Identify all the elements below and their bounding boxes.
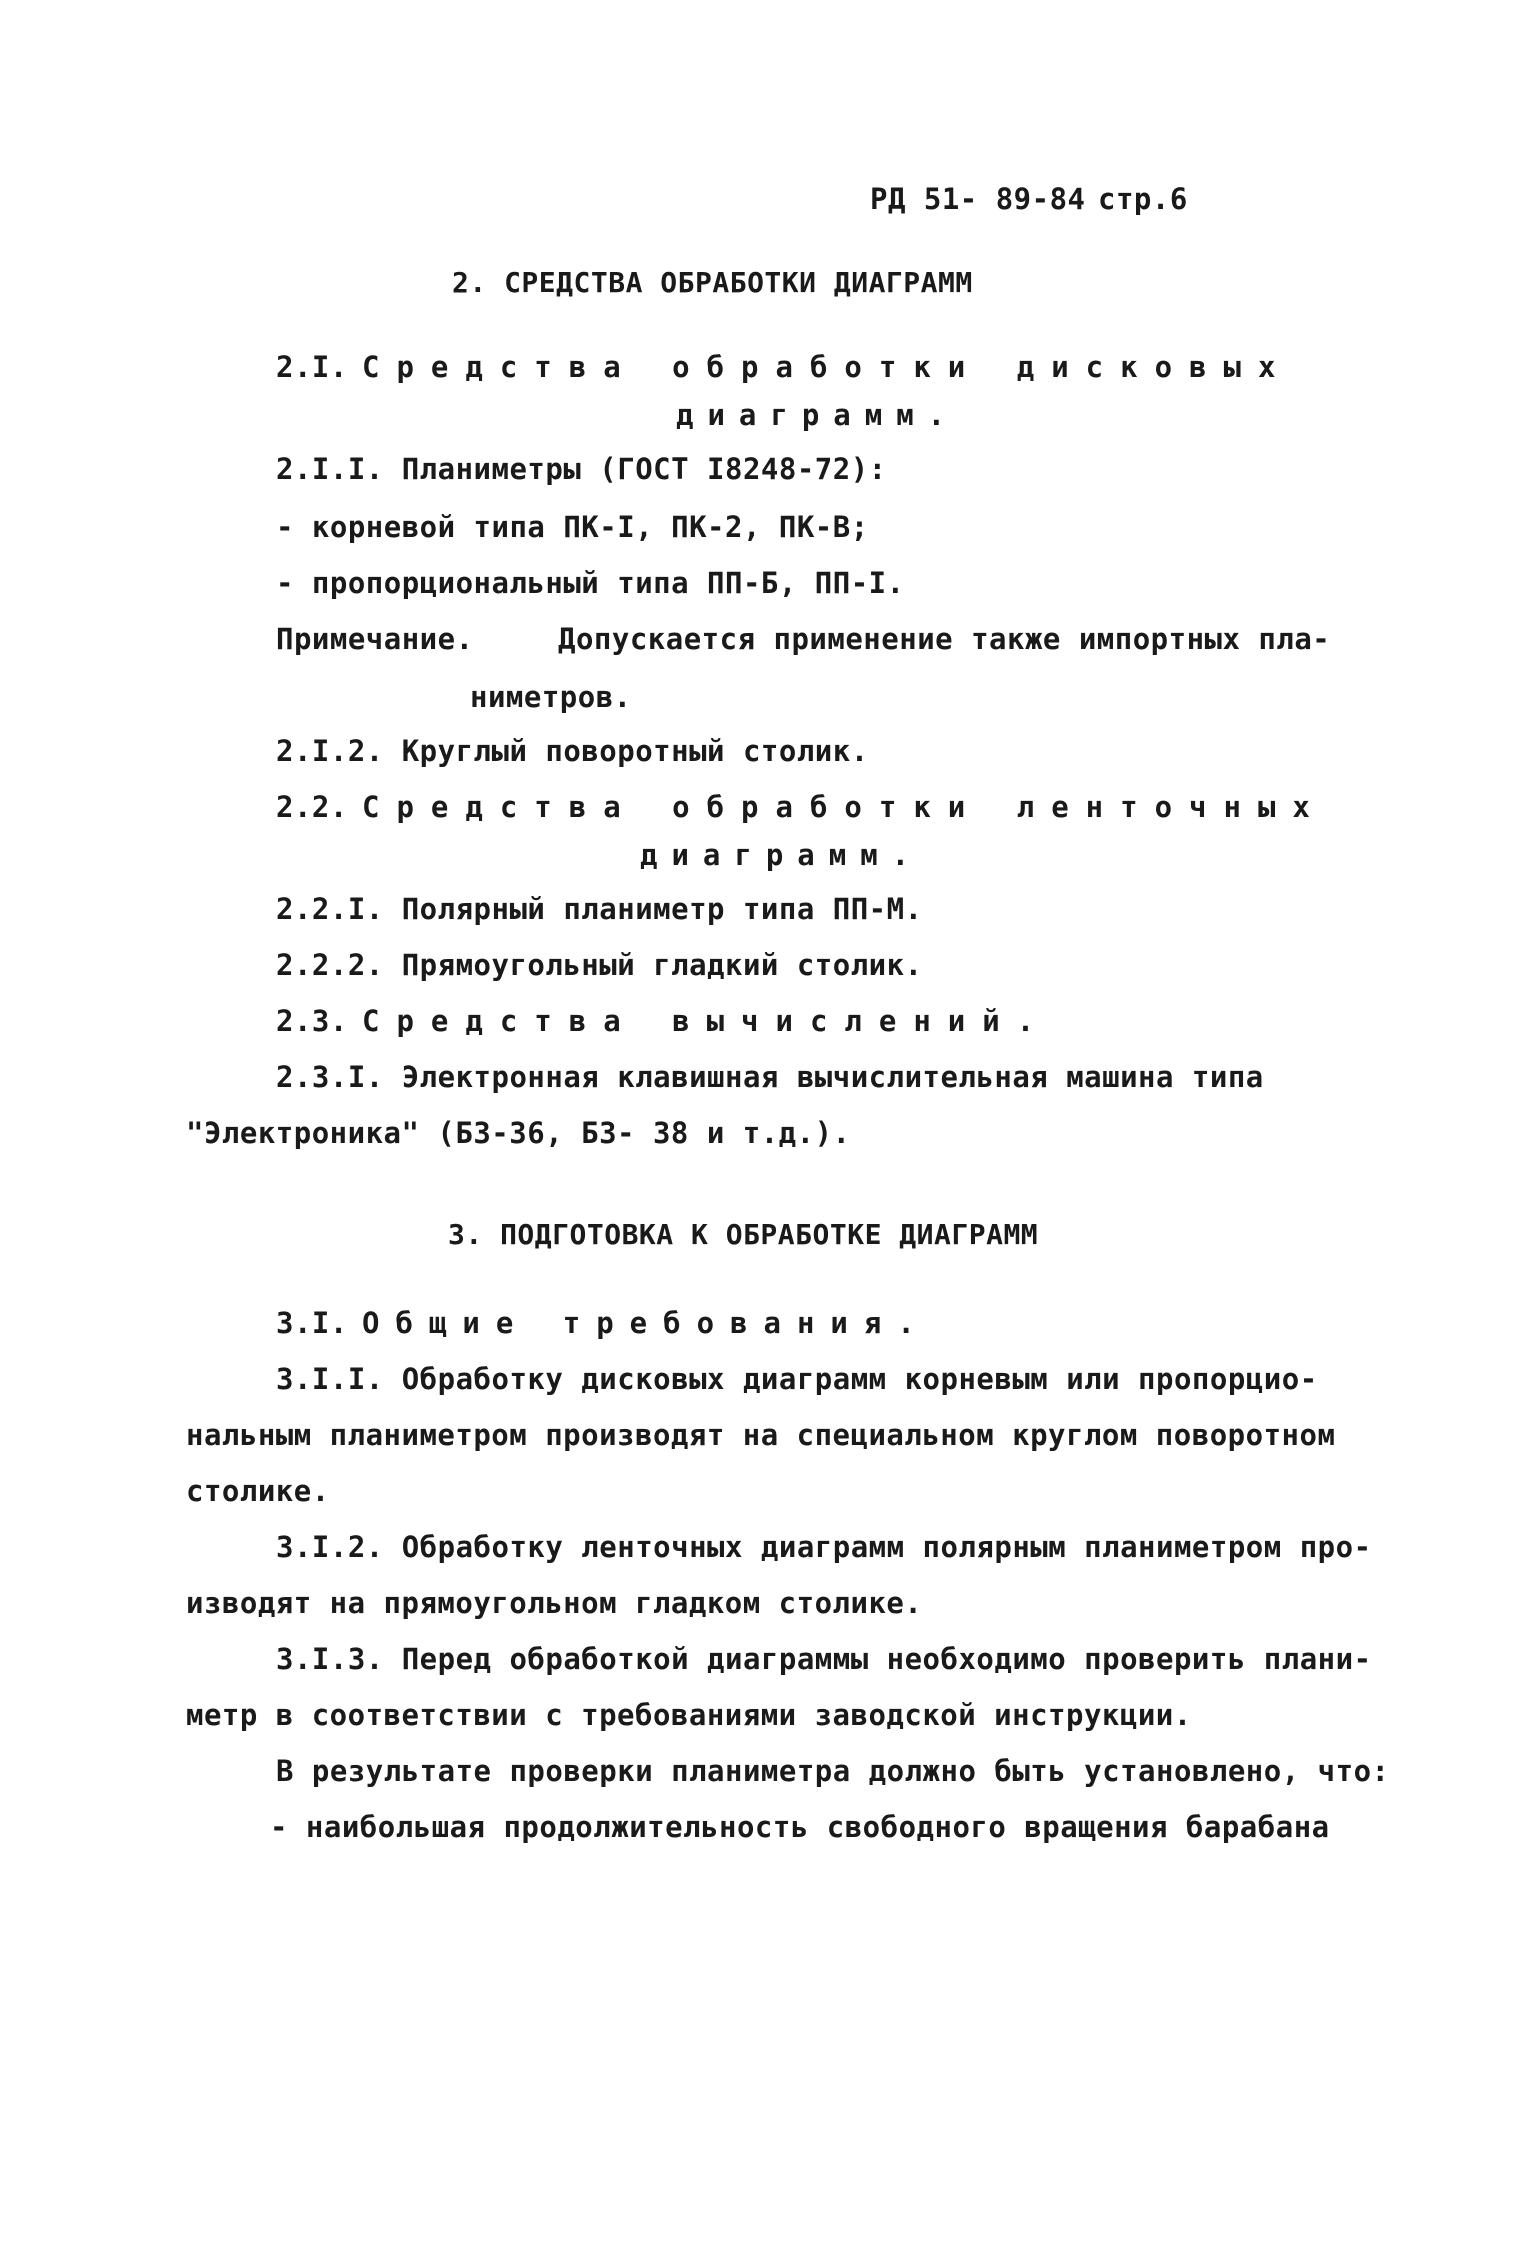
subsection-2-2-number: 2.2. [276, 790, 348, 824]
subsection-3-1-number: 3.I. [276, 1306, 348, 1340]
document-reference: РД 51- 89-84 [870, 182, 1086, 216]
note-label: Примечание. [276, 622, 474, 656]
subsection-3-1-title: Общие требования. [362, 1306, 931, 1340]
section-3-heading: 3. ПОДГОТОВКА К ОБРАБОТКЕ ДИАГРАММ [448, 1218, 1039, 1251]
subsection-2-1-title: Средства обработки дисковых [362, 350, 1293, 384]
subsection-2-3-title: Средства вычислений. [362, 1004, 1052, 1038]
clause-2-2-2: 2.2.2. Прямоугольный гладкий столик. [276, 948, 923, 982]
clause-2-2-1: 2.2.I. Полярный планиметр типа ПП-М. [276, 892, 923, 926]
note-text-cont: ниметров. [470, 680, 632, 714]
clause-2-3-1-cont: "Электроника" (БЗ-36, БЗ- 38 и т.д.). [186, 1116, 851, 1150]
paragraph-line: изводят на прямоугольном гладком столике. [186, 1586, 923, 1620]
paragraph-line: 3.I.2. Обработку ленточных диаграмм полярным планиметром про- [276, 1530, 1372, 1564]
subsection-2-1-title-cont: диаграмм. [676, 398, 960, 432]
paragraph-line: метр в соответствии с требованиями заводской инструкции. [186, 1698, 1192, 1732]
subsection-2-1-number: 2.I. [276, 350, 348, 384]
list-item: - корневой типа ПК-I, ПК-2, ПК-В; [276, 510, 869, 544]
paragraph-line: нальным планиметром производят на специальном круглом поворотном [186, 1418, 1336, 1452]
clause-2-1-2: 2.I.2. Круглый поворотный столик. [276, 734, 869, 768]
section-2-heading: 2. СРЕДСТВА ОБРАБОТКИ ДИАГРАММ [452, 266, 973, 299]
paragraph-line: В результате проверки планиметра должно быть установлено, что: [276, 1754, 1390, 1788]
subsection-2-3-number: 2.3. [276, 1004, 348, 1038]
list-item: - пропорциональный типа ПП-Б, ПП-I. [276, 566, 905, 600]
subsection-2-2-title-cont: диаграмм. [640, 838, 924, 872]
list-item: - наибольшая продолжительность свободного вращения барабана [270, 1810, 1330, 1844]
page-number: стр.6 [1098, 182, 1188, 216]
paragraph-line: 3.I.3. Перед обработкой диаграммы необходимо проверить плани- [276, 1642, 1372, 1676]
paragraph-line: столике. [186, 1474, 330, 1508]
clause-2-3-1: 2.3.I. Электронная клавишная вычислительная машина типа [276, 1060, 1264, 1094]
note-text: Допускается применение также импортных пла- [558, 622, 1331, 656]
paragraph-line: 3.I.I. Обработку дисковых диаграмм корневым или пропорцио- [276, 1362, 1318, 1396]
clause-2-1-1: 2.I.I. Планиметры (ГОСТ I8248-72): [276, 452, 887, 486]
subsection-2-2-title: Средства обработки ленточных [362, 790, 1327, 824]
